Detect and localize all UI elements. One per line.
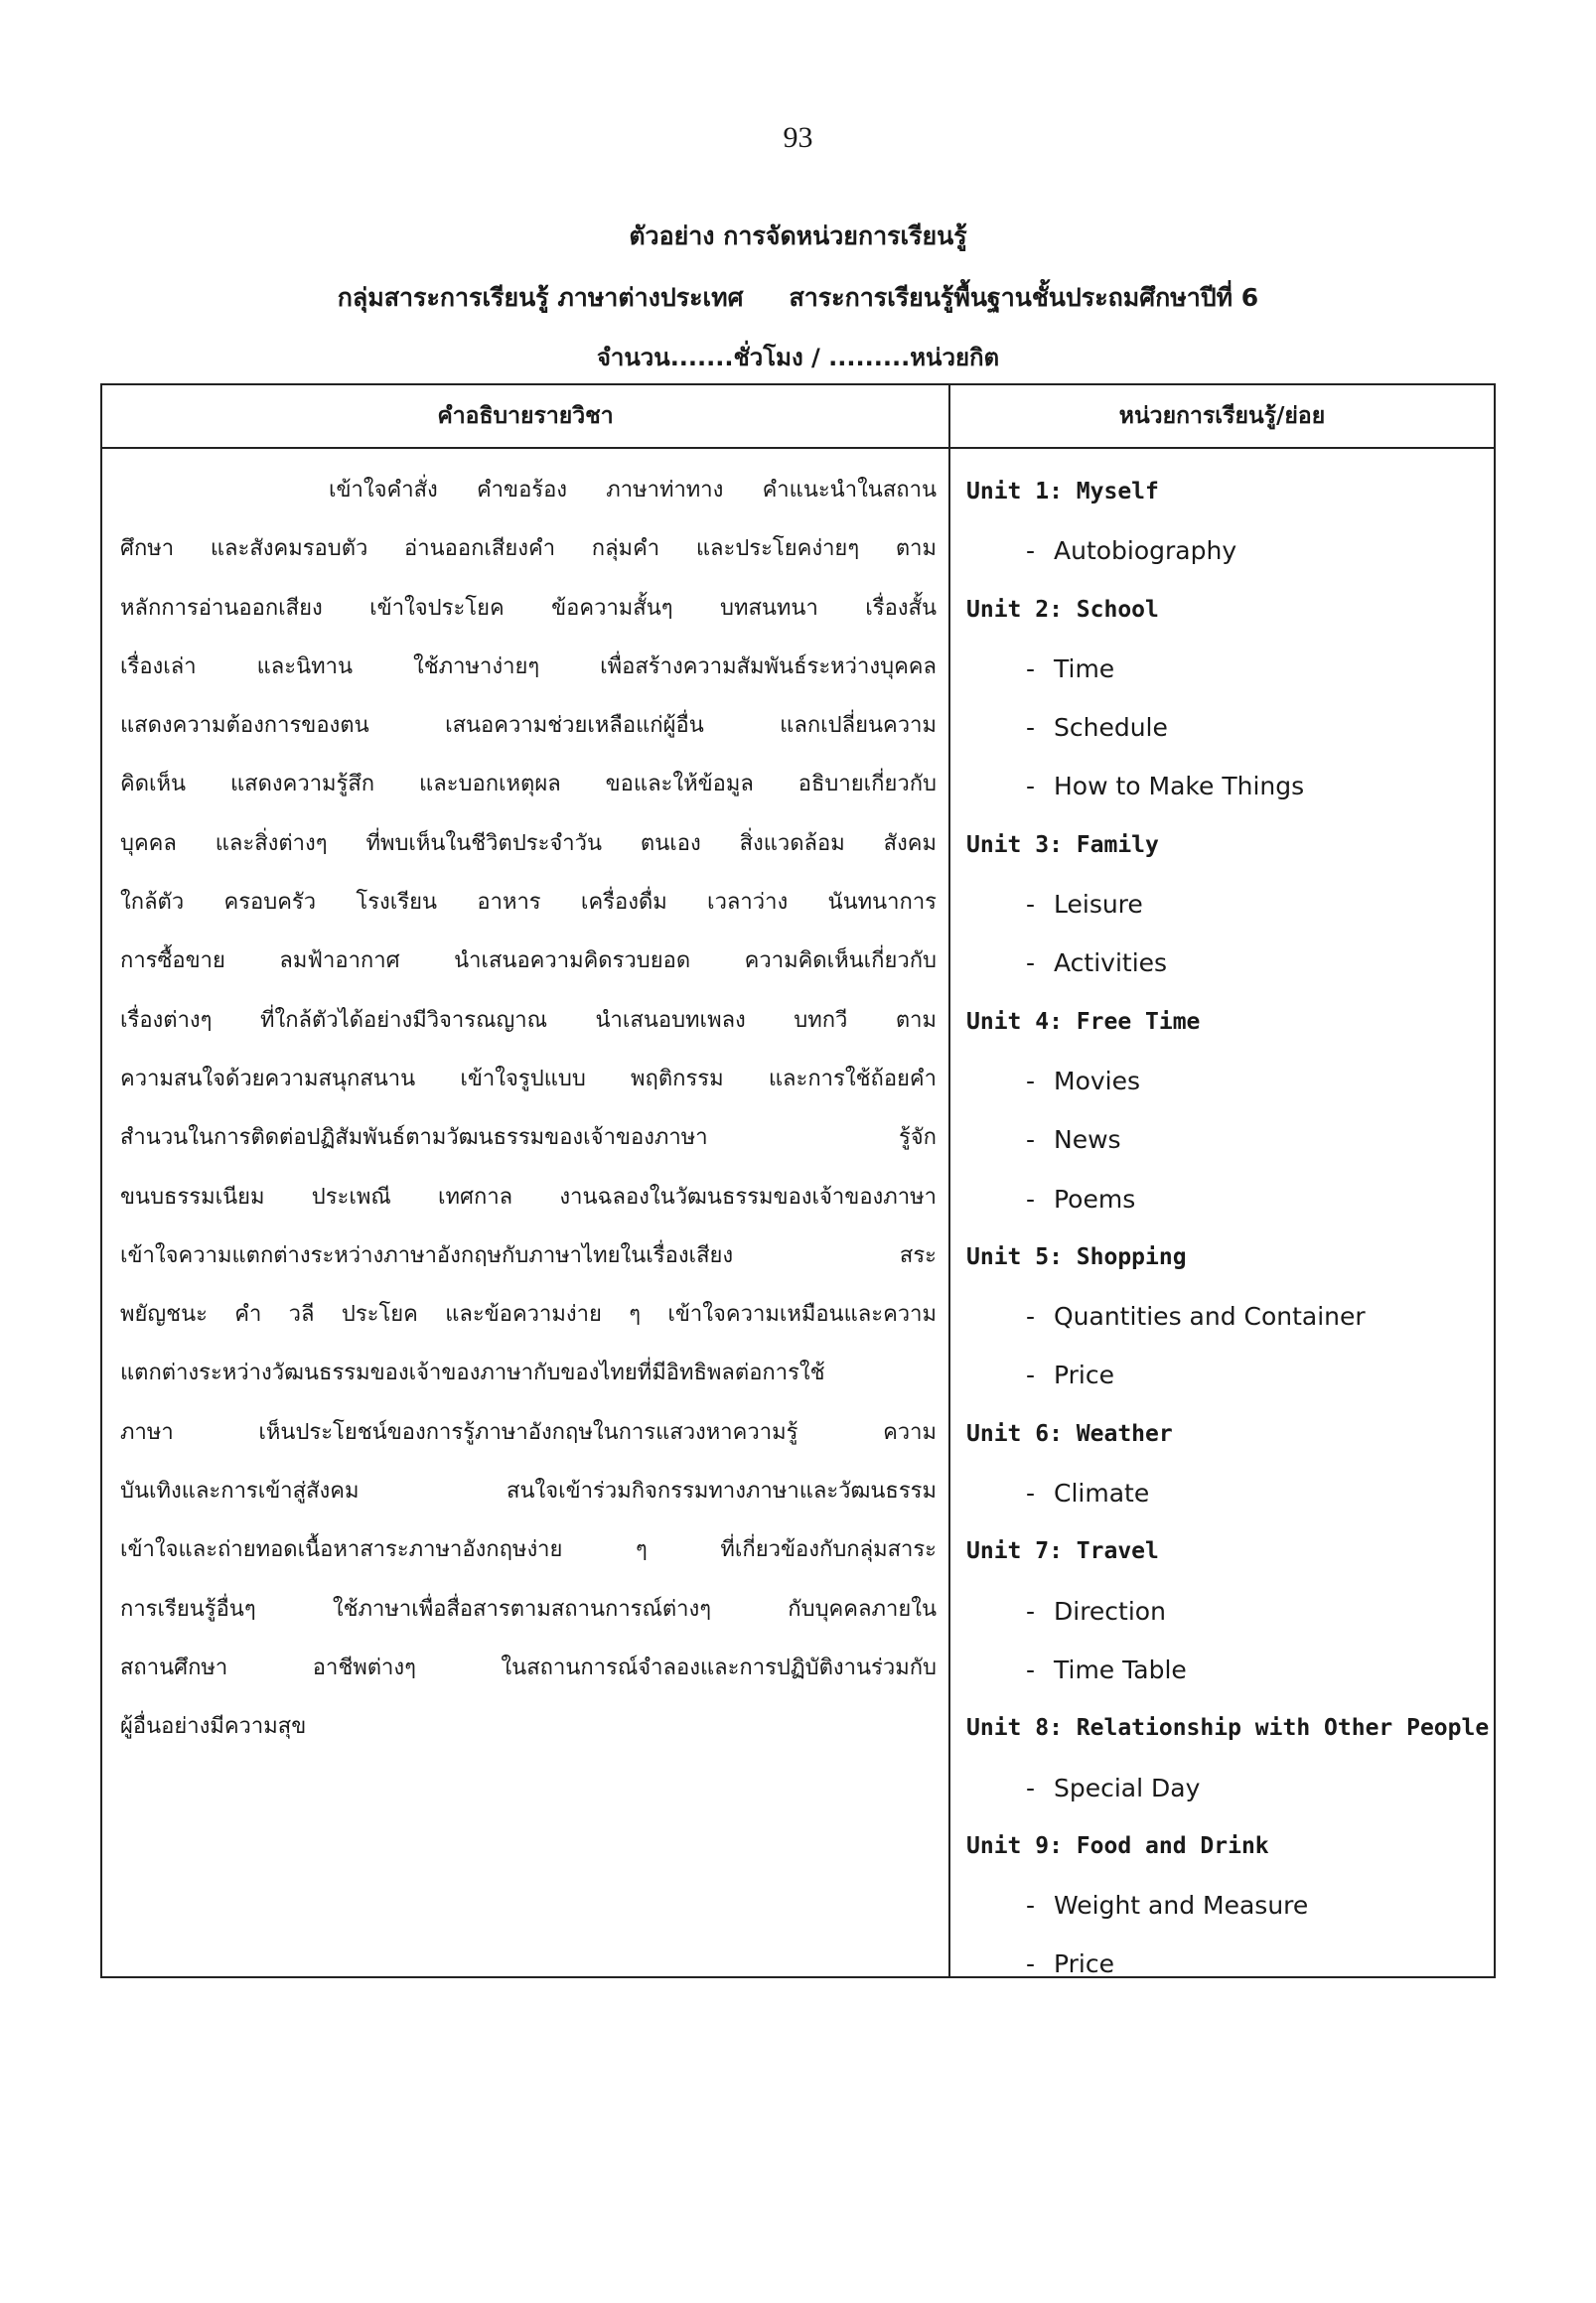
description-line: บุคคล และสิ่งต่างๆ ที่พบเห็นในชีวิตประจำวัน ตนเอง สิ่งแวดล้อม สังคม <box>120 830 937 856</box>
sub-unit-item <box>966 934 1493 992</box>
list-dash: - <box>1026 1949 1036 1979</box>
unit-title: Unit 9: Food and Drink <box>966 1832 1269 1859</box>
description-line: แตกต่างระหว่างวัฒนธรรมของเจ้าของภาษากับของไทยที่มีอิทธิพลต่อการใช้ <box>120 1361 825 1386</box>
list-dash: - <box>1026 536 1036 566</box>
sub-unit-item <box>966 1582 1493 1641</box>
learning-units-header: หน่วยการเรียนรู้/ย่อย <box>1118 403 1326 429</box>
list-dash: - <box>1026 713 1036 743</box>
course-description-text <box>120 461 937 1757</box>
unit-block <box>966 816 1493 993</box>
hours-credits-line: จำนวน.......ชั่วโมง / .........หน่วยกิต <box>596 344 1000 371</box>
sub-unit-label: Climate <box>1054 1479 1150 1509</box>
description-line: ความสนใจด้วยความสนุกสนาน เข้าใจรูปแบบ พฤติกรรม และการใช้ถ้อยคำ <box>120 1066 937 1091</box>
description-line: การเรียนรู้อื่นๆ ใช้ภาษาเพื่อสื่อสารตามสถานการณ์ต่างๆ กับบุคคลภายใน <box>120 1596 937 1622</box>
description-line: เข้าใจและถ่ายทอดเนื้อหาสาระภาษาอังกฤษง่าย ๆ ที่เกี่ยวข้องกับกลุ่มสาระ <box>120 1537 937 1563</box>
description-line: ภาษา เห็นประโยชน์ของการรู้ภาษาอังกฤษในการแสวงหาความรู้ ความ <box>120 1419 937 1445</box>
unit-block <box>966 463 1493 581</box>
description-line: เรื่องต่างๆ ที่ใกล้ตัวได้อย่างมีวิจารณญาณ นำเสนอบทเพลง บทกวี ตาม <box>120 1007 937 1033</box>
description-line: การซื้อขาย ลมฟ้าอากาศ นำเสนอความคิดรวบยอด ความคิดเห็นเกี่ยวกับ <box>120 948 937 974</box>
list-dash: - <box>1026 1125 1036 1155</box>
sub-unit-item <box>966 698 1493 757</box>
sub-unit-label: Direction <box>1054 1596 1166 1626</box>
sub-unit-item <box>966 1110 1493 1169</box>
sub-unit-item <box>966 1876 1493 1935</box>
description-line: แสดงความต้องการของตน เสนอความช่วยเหลือแก่ผู้อื่น แลกเปลี่ยนความ <box>120 713 937 739</box>
document-title: ตัวอย่าง การจัดหน่วยการเรียนรู้ <box>629 221 967 250</box>
header-divider <box>102 447 1494 449</box>
sub-unit-item <box>966 1641 1493 1699</box>
list-dash: - <box>1026 1655 1036 1684</box>
unit-block <box>966 1522 1493 1699</box>
list-dash: - <box>1026 1479 1036 1509</box>
sub-unit-label: Time <box>1054 653 1115 683</box>
description-line: ใกล้ตัว ครอบครัว โรงเรียน อาหาร เครื่องดื่ม เวลาว่าง นันทนาการ <box>120 890 937 916</box>
sub-unit-label: Special Day <box>1054 1773 1201 1802</box>
unit-title: Unit 8: Relationship with Other People <box>966 1715 1490 1742</box>
page-number: 93 <box>783 121 813 154</box>
sub-unit-label: Time Table <box>1054 1655 1187 1684</box>
sub-unit-item <box>966 1170 1493 1228</box>
list-dash: - <box>1026 1891 1036 1921</box>
course-description-header: คำอธิบายรายวิชา <box>437 403 614 429</box>
list-dash: - <box>1026 948 1036 978</box>
sub-unit-item <box>966 1346 1493 1404</box>
unit-title: Unit 2: School <box>966 596 1159 623</box>
unit-block <box>966 581 1493 816</box>
subject-group-label: กลุ่มสาระการเรียนรู้ ภาษาต่างประเทศ <box>337 283 744 312</box>
sub-unit-label: How to Make Things <box>1054 772 1305 801</box>
description-line: พยัญชนะ คำ วลี ประโยค และข้อความง่าย ๆ เข้าใจความเหมือนและความ <box>120 1302 937 1328</box>
sub-unit-label: Autobiography <box>1054 536 1237 566</box>
unit-title: Unit 7: Travel <box>966 1538 1159 1565</box>
unit-title: Unit 3: Family <box>966 831 1159 858</box>
sub-unit-label: Movies <box>1054 1066 1141 1095</box>
unit-block <box>966 1405 1493 1523</box>
description-line: ศึกษา และสังคมรอบตัว อ่านออกเสียงคำ กลุ่มคำ และประโยคง่ายๆ ตาม <box>120 536 937 562</box>
unit-title: Unit 6: Weather <box>966 1420 1173 1447</box>
sub-unit-item <box>966 875 1493 934</box>
sub-unit-item <box>966 1935 1493 1993</box>
description-line: หลักการอ่านออกเสียง เข้าใจประโยค ข้อความสั้นๆ บทสนทนา เรื่องสั้น <box>120 595 937 621</box>
description-line: ขนบธรรมเนียม ประเพณี เทศกาล งานฉลองในวัฒนธรรมของเจ้าของภาษา <box>120 1184 937 1210</box>
unit-title: Unit 4: Free Time <box>966 1008 1201 1035</box>
list-dash: - <box>1026 1773 1036 1802</box>
sub-unit-label: Price <box>1054 1949 1114 1979</box>
unit-block <box>966 1228 1493 1405</box>
list-dash: - <box>1026 1184 1036 1214</box>
sub-unit-label: Activities <box>1054 948 1168 978</box>
unit-block <box>966 1699 1493 1817</box>
sub-unit-label: Price <box>1054 1361 1114 1390</box>
description-line: คิดเห็น แสดงความรู้สึก และบอกเหตุผล ขอและให้ข้อมูล อธิบายเกี่ยวกับ <box>120 772 937 797</box>
description-line: เข้าใจความแตกต่างระหว่างภาษาอังกฤษกับภาษาไทยในเรื่องเสียง สระ <box>120 1242 937 1268</box>
learning-units-list <box>966 463 1493 1994</box>
list-dash: - <box>1026 1596 1036 1626</box>
sub-unit-label: Schedule <box>1054 713 1168 743</box>
unit-block <box>966 1817 1493 1994</box>
list-dash: - <box>1026 890 1036 920</box>
description-line: ผู้อื่นอย่างมีความสุข <box>120 1714 307 1740</box>
sub-unit-item <box>966 757 1493 815</box>
sub-unit-label: Quantities and Container <box>1054 1302 1366 1332</box>
sub-unit-item <box>966 521 1493 580</box>
sub-unit-item <box>966 1759 1493 1817</box>
unit-title: Unit 5: Shopping <box>966 1243 1187 1270</box>
grade-level-label: สาระการเรียนรู้พื้นฐานชั้นประถมศึกษาปีที่ 6 <box>789 283 1259 312</box>
sub-unit-label: Weight and Measure <box>1054 1891 1309 1921</box>
sub-unit-item <box>966 1052 1493 1110</box>
curriculum-table <box>100 383 1496 1978</box>
sub-unit-label: Leisure <box>1054 890 1143 920</box>
description-line: สถานศึกษา อาชีพต่างๆ ในสถานการณ์จำลองและการปฏิบัติงานร่วมกับ <box>120 1655 937 1680</box>
description-line: เข้าใจคำสั่ง คำขอร้อง ภาษาท่าทาง คำแนะนำในสถาน <box>329 478 937 503</box>
unit-block <box>966 993 1493 1228</box>
list-dash: - <box>1026 772 1036 801</box>
list-dash: - <box>1026 653 1036 683</box>
list-dash: - <box>1026 1361 1036 1390</box>
sub-unit-item <box>966 1464 1493 1522</box>
sub-unit-label: Poems <box>1054 1184 1136 1214</box>
description-line: เรื่องเล่า และนิทาน ใช้ภาษาง่ายๆ เพื่อสร้างความสัมพันธ์ระหว่างบุคคล <box>120 653 937 679</box>
sub-unit-item <box>966 1287 1493 1346</box>
document-subtitle <box>0 278 1596 318</box>
column-divider <box>948 385 950 1976</box>
list-dash: - <box>1026 1302 1036 1332</box>
description-line: บันเทิงและการเข้าสู่สังคม สนใจเข้าร่วมกิจกรรมทางภาษาและวัฒนธรรม <box>120 1479 937 1505</box>
description-line: สำนวนในการติดต่อปฏิสัมพันธ์ตามวัฒนธรรมของเจ้าของภาษา รู้จัก <box>120 1125 937 1151</box>
list-dash: - <box>1026 1066 1036 1095</box>
unit-title: Unit 1: Myself <box>966 479 1159 504</box>
sub-unit-label: News <box>1054 1125 1121 1155</box>
sub-unit-item <box>966 640 1493 698</box>
